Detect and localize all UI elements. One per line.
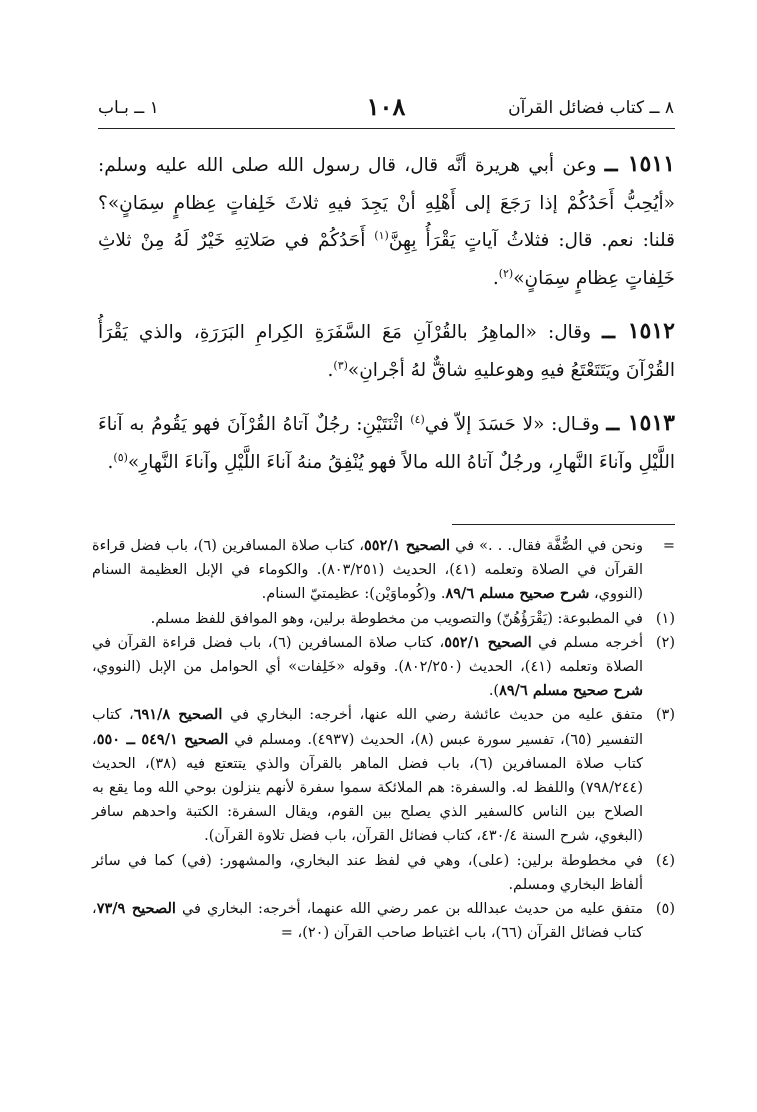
footnote-text: في المطبوعة: (يَقْرَؤُهُنّ) والتصويب من مخطوطة برلين، وهو الموافق للفظ مسلم. — [150, 610, 643, 627]
hadith-text: أَحَدُكُمْ في صَلاتِهِ خَيْرٌ لَهُ مِنْ ثلاثِ خَلِفاتٍ عِظامٍ سِمَانٍ» — [98, 230, 675, 289]
footnote-text: ، كتاب فضائل القرآن (٦٦)، باب اغتباط صاحب القرآن (٢٠)، = — [92, 901, 643, 942]
footnote-label: (٤) — [655, 852, 675, 869]
hadith-1511 — [98, 146, 675, 297]
footnote-text: ، كتاب صلاة المسافرين (٦)، باب فضل الماهر بالقرآن والذي يتتعتع فيه (٣٨)، الحديث (٧٩٨/٢٤٤) واللفظ له. والسفرة: هم الملائكة سموا سفرة لأنهم ينزلون بوحي الله وما يقع به الصلاح بين الناس كالسفير الذي يصلح بين القوم، ويقال السفرة: الكتبة واحدهم سافر (البغوي، شرح السنة ٤٣٠/٤، كتاب فضائل القرآن، باب فضل تلاوة القرآن). — [92, 731, 643, 845]
footnote-text: في مخطوطة برلين: (على)، وهي في لفظ عند البخاري، والمشهور: (في) كما في سائر ألفاظ البخاري ومسلم. — [92, 852, 643, 893]
hadith-number: ١٥١١ ــ — [604, 151, 675, 177]
footnote-text: ). — [488, 683, 500, 700]
footnote-text: أخرجه مسلم في — [531, 634, 644, 651]
footnote-ref: (١) — [374, 228, 389, 242]
hadith-1512 — [98, 313, 675, 389]
footnote-label: (٢) — [655, 634, 675, 651]
footnote-1 — [92, 607, 675, 631]
hadith-text: وقـال: «لا حَسَدَ إلاّ في — [424, 414, 607, 435]
footnote-text: متفق عليه من حديث عبدالله بن عمر رضي الله عنهما، أخرجه: البخاري في — [175, 901, 643, 918]
footnote-text: . و(كُوماوَيْن): عظيمتيّ السنام. — [261, 586, 446, 603]
hadith-text: . — [492, 267, 499, 289]
footnote-ref: (٥) — [113, 450, 128, 464]
footnote-source: شرح صحيح مسلم ٨٩/٦ — [445, 585, 590, 603]
page-number: ١٠٨ — [366, 92, 406, 121]
section-title: ١ ــ بـاب — [98, 98, 159, 118]
footnote-text: ، كتاب صلاة المسافرين (٦)، باب فضل قراءة القرآن في الصلاة وتعلمه (٤١)، الحديث (٨٠٢/٢٥٠). وقوله «خَلِفات» أي الحوامل من الإبل (النووي، — [92, 634, 643, 676]
footnote-label: (١) — [655, 610, 675, 627]
hadith-text: اثْنَتَيْنِ: رجُلٌ آتاهُ القُرْآنَ فهو يَقُومُ به آناءَ اللَّيْلِ وآناءَ النَّهارِ، ورجُلٌ آتاهُ الله مالاً فهو يُنْفِقُ منهُ آناءَ اللَّيْلِ وآناءَ النَّهارِ» — [98, 414, 675, 473]
hadith-text: وعن أبي هريرة أنَّه قال، قال رسول الله صلى الله عليه وسلم: «أيُحِبُّ أَحَدُكُمْ إذا رَجَعَ إلى أَهْلِهِ أنْ يَجِدَ فيهِ ثلاثَ خَلِفاتٍ عِظامٍ سِمَانٍ»؟ قلنا: نعم. قال: فثلاثُ آياتٍ يَقْرَأُ بِهِنَّ — [98, 155, 675, 251]
hadith-text: . — [327, 359, 334, 381]
footnote-2 — [92, 631, 675, 704]
main-text — [98, 146, 675, 497]
footnote-label: = — [662, 538, 675, 554]
footnotes — [92, 534, 675, 945]
footnote-source: الصحيح ٥٤٩/١ ــ ٥٥٠ — [96, 730, 229, 748]
hadith-number: ١٥١٣ ــ — [606, 410, 675, 436]
footnote-text: متفق عليه من حديث عائشة رضي الله عنها، أخرجه: البخاري في — [222, 707, 644, 724]
footnote-text: ، كتاب التفسير (٦٥)، تفسير سورة عبس (٨)، الحديث (٤٩٣٧). ومسلم في — [92, 707, 644, 748]
footnote-source: الصحيح ٥٥٢/١ — [444, 633, 532, 651]
footnote-source: الصحيح ٦٩١/٨ — [133, 706, 223, 724]
footnote-ref: (٣) — [333, 358, 348, 372]
footnote-3 — [92, 703, 675, 848]
footnote-divider — [452, 524, 675, 525]
footnote-text: ، كتاب صلاة المسافرين (٦)، باب فضل قراءة القرآن في الصلاة وتعلمه (٤١)، الحديث (٨٠٣/٢٥١). والكوماء في الإبل العظيمة السنام (النووي، — [92, 538, 643, 603]
footnote-text: ونحن في الصُّفَّة فقال. . .» في — [450, 538, 643, 554]
footnote-continuation — [92, 534, 675, 607]
footnote-5 — [92, 897, 675, 945]
footnote-source: الصحيح ٧٣/٩ — [96, 900, 176, 918]
hadith-number: ١٥١٢ ــ — [602, 318, 675, 344]
footnote-ref: (٤) — [410, 412, 425, 426]
header-divider — [98, 128, 675, 129]
footnote-ref: (٢) — [498, 266, 514, 280]
running-header — [98, 94, 674, 128]
hadith-text: وقال: «الماهِرُ بالقُرْآنِ مَعَ السَّفَرَةِ الكِرامِ البَرَرَةِ، والذي يَقْرَأُ القُرْآنَ ويَتَتَعْتَعُ فيهِ وهوعليهِ شاقٌّ لهُ أجْرانِ» — [98, 322, 675, 381]
footnote-source: شرح صحيح مسلم ٨٩/٦ — [499, 682, 643, 700]
footnote-source: الصحيح ٥٥٢/١ — [363, 537, 451, 554]
footnote-label: (٣) — [655, 707, 675, 724]
hadith-1513 — [98, 405, 675, 481]
footnote-4 — [92, 849, 675, 897]
hadith-text: . — [107, 451, 114, 473]
footnote-label: (٥) — [655, 901, 675, 918]
chapter-title: ٨ ــ كتاب فضائل القرآن — [508, 98, 674, 118]
